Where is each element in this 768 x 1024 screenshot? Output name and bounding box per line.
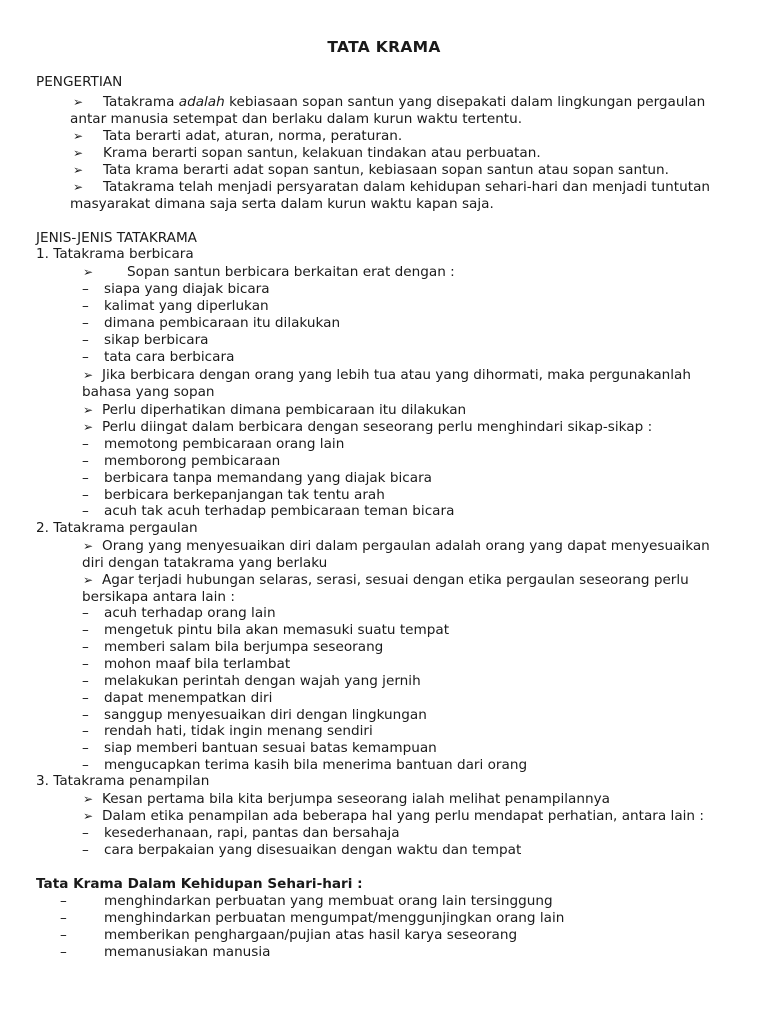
list-item: – memberi salam bila berjumpa seseorang bbox=[82, 639, 384, 655]
penampilan-bullet-2: ➢ Dalam etika penampilan ada beberapa hal yang perlu mendapat perhatian, antara lain : bbox=[82, 808, 704, 824]
list-item: – melakukan perintah dengan wajah yang jernih bbox=[82, 673, 421, 689]
arrow-bullet-icon: ➢ bbox=[82, 539, 94, 553]
pengertian-bullet-5: ➢ Tatakrama telah menjadi persyaratan dalam kehidupan sehari-hari dan menjadi tuntutan bbox=[72, 179, 711, 195]
berbicara-bullet-4: ➢ Perlu diingat dalam berbicara dengan seseorang perlu menghindari sikap-sikap : bbox=[82, 419, 653, 435]
arrow-bullet-icon: ➢ bbox=[82, 368, 94, 382]
pergaulan-bullet-1-cont: diri dengan tatakrama yang berlaku bbox=[82, 555, 328, 571]
list-item: – rendah hati, tidak ingin menang sendiri bbox=[82, 723, 373, 739]
list-item: – mohon maaf bila terlambat bbox=[82, 656, 291, 672]
pengertian-bullet-1: ➢ Tatakrama adalah kebiasaan sopan santun yang disepakati dalam lingkungan pergaulan bbox=[72, 94, 706, 110]
list-item: – berbicara tanpa memandang yang diajak bicara bbox=[82, 470, 433, 486]
pengertian-bullet-3: ➢ Krama berarti sopan santun, kelakuan tindakan atau perbuatan. bbox=[72, 145, 541, 161]
arrow-bullet-icon: ➢ bbox=[72, 180, 84, 194]
berbicara-intro: ➢ Sopan santun berbicara berkaitan erat dengan : bbox=[82, 264, 455, 280]
pengertian-bullet-2: ➢ Tata berarti adat, aturan, norma, peraturan. bbox=[72, 128, 403, 144]
arrow-bullet-icon: ➢ bbox=[82, 573, 94, 587]
list-item: – siap memberi bantuan sesuai batas kemampuan bbox=[82, 740, 437, 756]
arrow-bullet-icon: ➢ bbox=[82, 792, 94, 806]
list-item: – tata cara berbicara bbox=[82, 349, 235, 365]
list-item: – sanggup menyesuaikan diri dengan lingkungan bbox=[82, 707, 427, 723]
pergaulan-bullet-2: ➢ Agar terjadi hubungan selaras, serasi, sesuai dengan etika pergaulan seseorang perlu bbox=[82, 572, 689, 588]
section-heading-sehari-hari: Tata Krama Dalam Kehidupan Sehari-hari : bbox=[36, 876, 363, 892]
list-item: – siapa yang diajak bicara bbox=[82, 281, 270, 297]
penampilan-bullet-1: ➢ Kesan pertama bila kita berjumpa seseorang ialah melihat penampilannya bbox=[82, 791, 610, 807]
berbicara-bullet-2-cont: bahasa yang sopan bbox=[82, 384, 215, 400]
document-title: TATA KRAMA bbox=[327, 38, 441, 56]
list-item: – mengucapkan terima kasih bila menerima bantuan dari orang bbox=[82, 757, 528, 773]
pengertian-bullet-5-cont: masyarakat dimana saja serta dalam kurun waktu kapan saja. bbox=[70, 196, 494, 212]
subsection-title-penampilan: 3. Tatakrama penampilan bbox=[36, 773, 210, 789]
list-item: – mengetuk pintu bila akan memasuki suatu tempat bbox=[82, 622, 450, 638]
section-heading-jenis: JENIS-JENIS TATAKRAMA bbox=[36, 230, 197, 246]
arrow-bullet-icon: ➢ bbox=[82, 265, 94, 279]
pengertian-bullet-4: ➢ Tata krama berarti adat sopan santun, kebiasaan sopan santun atau sopan santun. bbox=[72, 162, 669, 178]
list-item: – dimana pembicaraan itu dilakukan bbox=[82, 315, 341, 331]
list-item: – memanusiakan manusia bbox=[60, 944, 271, 960]
list-item: – acuh tak acuh terhadap pembicaraan teman bicara bbox=[82, 503, 455, 519]
arrow-bullet-icon: ➢ bbox=[72, 146, 84, 160]
list-item: – sikap berbicara bbox=[82, 332, 209, 348]
arrow-bullet-icon: ➢ bbox=[72, 129, 84, 143]
list-item: – menghindarkan perbuatan yang membuat orang lain tersinggung bbox=[60, 893, 553, 909]
berbicara-bullet-2: ➢ Jika berbicara dengan orang yang lebih tua atau yang dihormati, maka pergunakanlah bbox=[82, 367, 691, 383]
arrow-bullet-icon: ➢ bbox=[82, 809, 94, 823]
list-item: – cara berpakaian yang disesuaikan dengan waktu dan tempat bbox=[82, 842, 522, 858]
section-heading-pengertian: PENGERTIAN bbox=[36, 74, 123, 90]
berbicara-bullet-3: ➢ Perlu diperhatikan dimana pembicaraan itu dilakukan bbox=[82, 402, 467, 418]
list-item: – kesederhanaan, rapi, pantas dan bersahaja bbox=[82, 825, 400, 841]
list-item: – memborong pembicaraan bbox=[82, 453, 281, 469]
subsection-title-berbicara: 1. Tatakrama berbicara bbox=[36, 246, 194, 262]
list-item: – memberikan penghargaan/pujian atas hasil karya seseorang bbox=[60, 927, 518, 943]
arrow-bullet-icon: ➢ bbox=[72, 163, 84, 177]
subsection-title-pergaulan: 2. Tatakrama pergaulan bbox=[36, 520, 198, 536]
arrow-bullet-icon: ➢ bbox=[82, 403, 94, 417]
list-item: – menghindarkan perbuatan mengumpat/menggunjingkan orang lain bbox=[60, 910, 565, 926]
arrow-bullet-icon: ➢ bbox=[72, 95, 84, 109]
list-item: – memotong pembicaraan orang lain bbox=[82, 436, 345, 452]
list-item: – berbicara berkepanjangan tak tentu arah bbox=[82, 487, 385, 503]
pengertian-bullet-1-cont: antar manusia setempat dan berlaku dalam kurun waktu tertentu. bbox=[70, 111, 523, 127]
list-item: – dapat menempatkan diri bbox=[82, 690, 273, 706]
arrow-bullet-icon: ➢ bbox=[82, 420, 94, 434]
list-item: – acuh terhadap orang lain bbox=[82, 605, 276, 621]
pergaulan-bullet-2-cont: bersikapa antara lain : bbox=[82, 589, 235, 605]
list-item: – kalimat yang diperlukan bbox=[82, 298, 269, 314]
pergaulan-bullet-1: ➢ Orang yang menyesuaikan diri dalam pergaulan adalah orang yang dapat menyesuaikan bbox=[82, 538, 710, 554]
